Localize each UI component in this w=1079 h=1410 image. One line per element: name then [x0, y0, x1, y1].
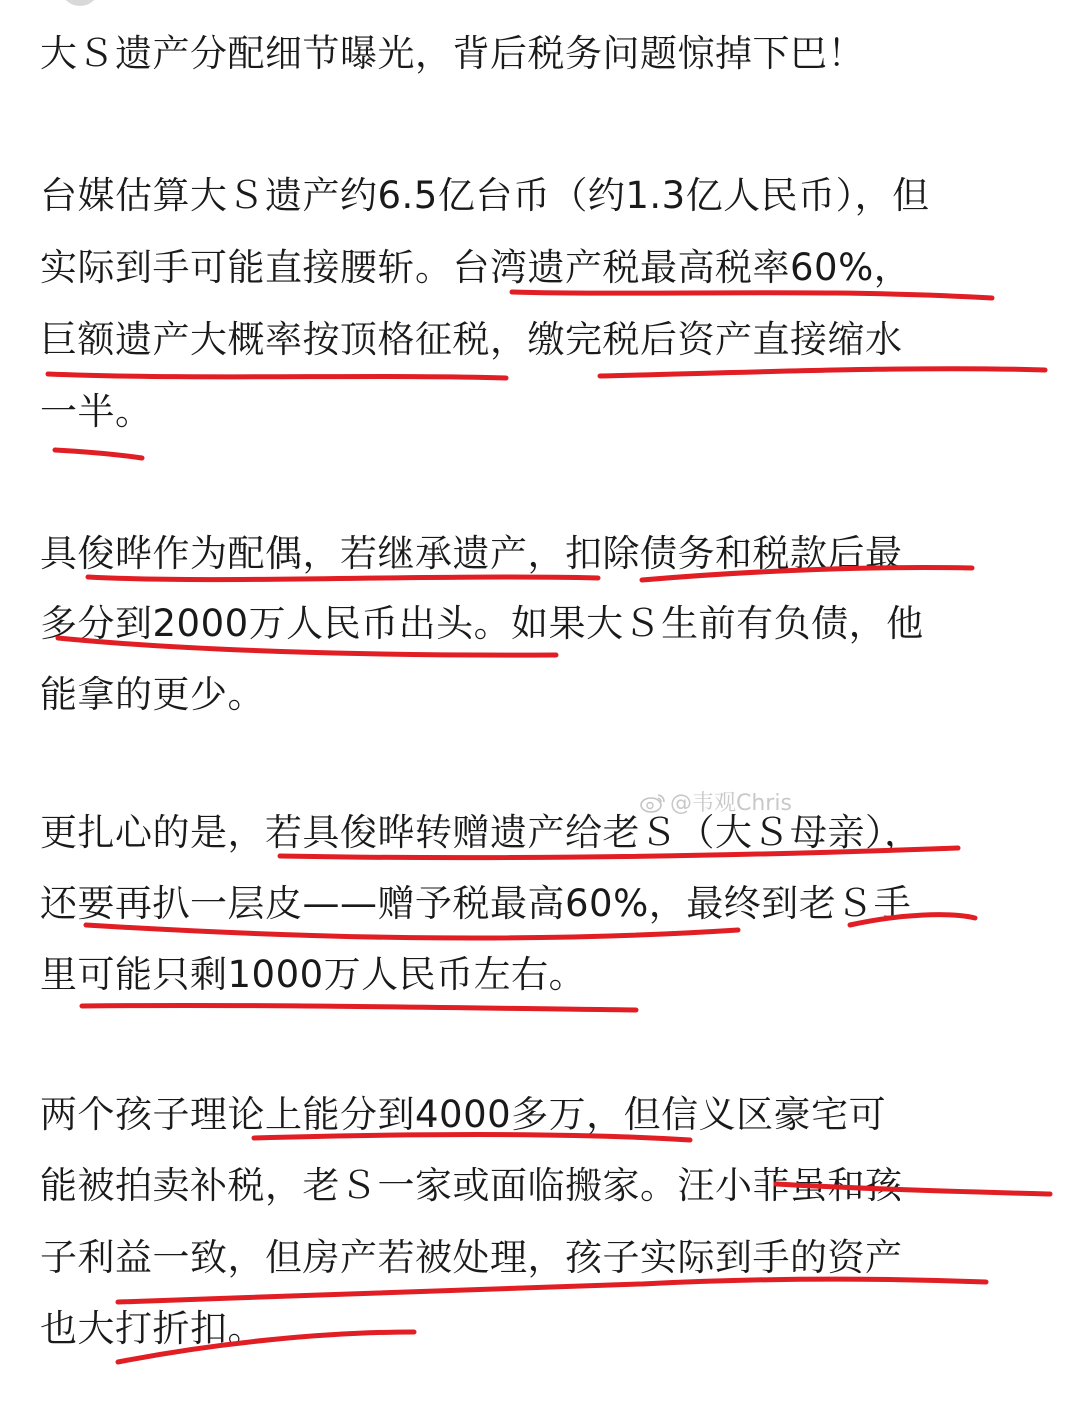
paragraph-3-line-1: 更扎心的是，若具俊晔转赠遗产给老Ｓ（大Ｓ母亲）， [40, 811, 922, 854]
watermark-text: @韦观Chris [670, 791, 792, 816]
paragraph-4-line-4: 也大打折扣。 [40, 1307, 265, 1350]
paragraph-2-line-2: 多分到2000万人民币出头。如果大Ｓ生前有负债，他 [40, 602, 924, 645]
underline-tax-rate [512, 292, 992, 298]
paragraph-4-line-2: 能被拍卖补税，老Ｓ一家或面临搬家。汪小菲虽和孩 [40, 1164, 903, 1207]
paragraph-4-line-3: 子利益一致，但房产若被处理，孩子实际到手的资产 [40, 1236, 903, 1279]
paragraph-1-line-3: 巨额遗产大概率按顶格征税，缴完税后资产直接缩水 [40, 318, 903, 361]
underline-1000w [82, 1005, 636, 1010]
paragraph-3-line-3: 里可能只剩1000万人民币左右。 [40, 953, 587, 996]
paragraph-2-line-3: 能拿的更少。 [40, 673, 265, 716]
underline-asset-shrink [600, 369, 1045, 376]
paragraph-2-line-1: 具俊晔作为配偶，若继承遗产，扣除债务和税款后最 [40, 532, 903, 575]
underline-huge-estate [48, 374, 506, 378]
paragraph-1-line-1: 台媒估算大Ｓ遗产约6.5亿台币（约1.3亿人民币），但 [40, 174, 930, 217]
post-title: 大Ｓ遗产分配细节曝光，背后税务问题惊掉下巴！ [40, 32, 865, 75]
paragraph-4-line-1: 两个孩子理论上能分到4000多万，但信义区豪宅可 [40, 1093, 887, 1136]
avatar [60, 0, 100, 6]
paragraph-1-line-4: 一半。 [40, 390, 153, 433]
paragraph-1-line-2: 实际到手可能直接腰斩。台湾遗产税最高税率60%， [40, 246, 912, 289]
underline-half [55, 450, 142, 458]
watermark [640, 786, 792, 817]
paragraph-3-line-2: 还要再扒一层皮——赠予税最高60%，最终到老Ｓ手 [40, 882, 912, 925]
underline-discount-1 [118, 1284, 640, 1302]
weibo-icon [640, 793, 666, 813]
